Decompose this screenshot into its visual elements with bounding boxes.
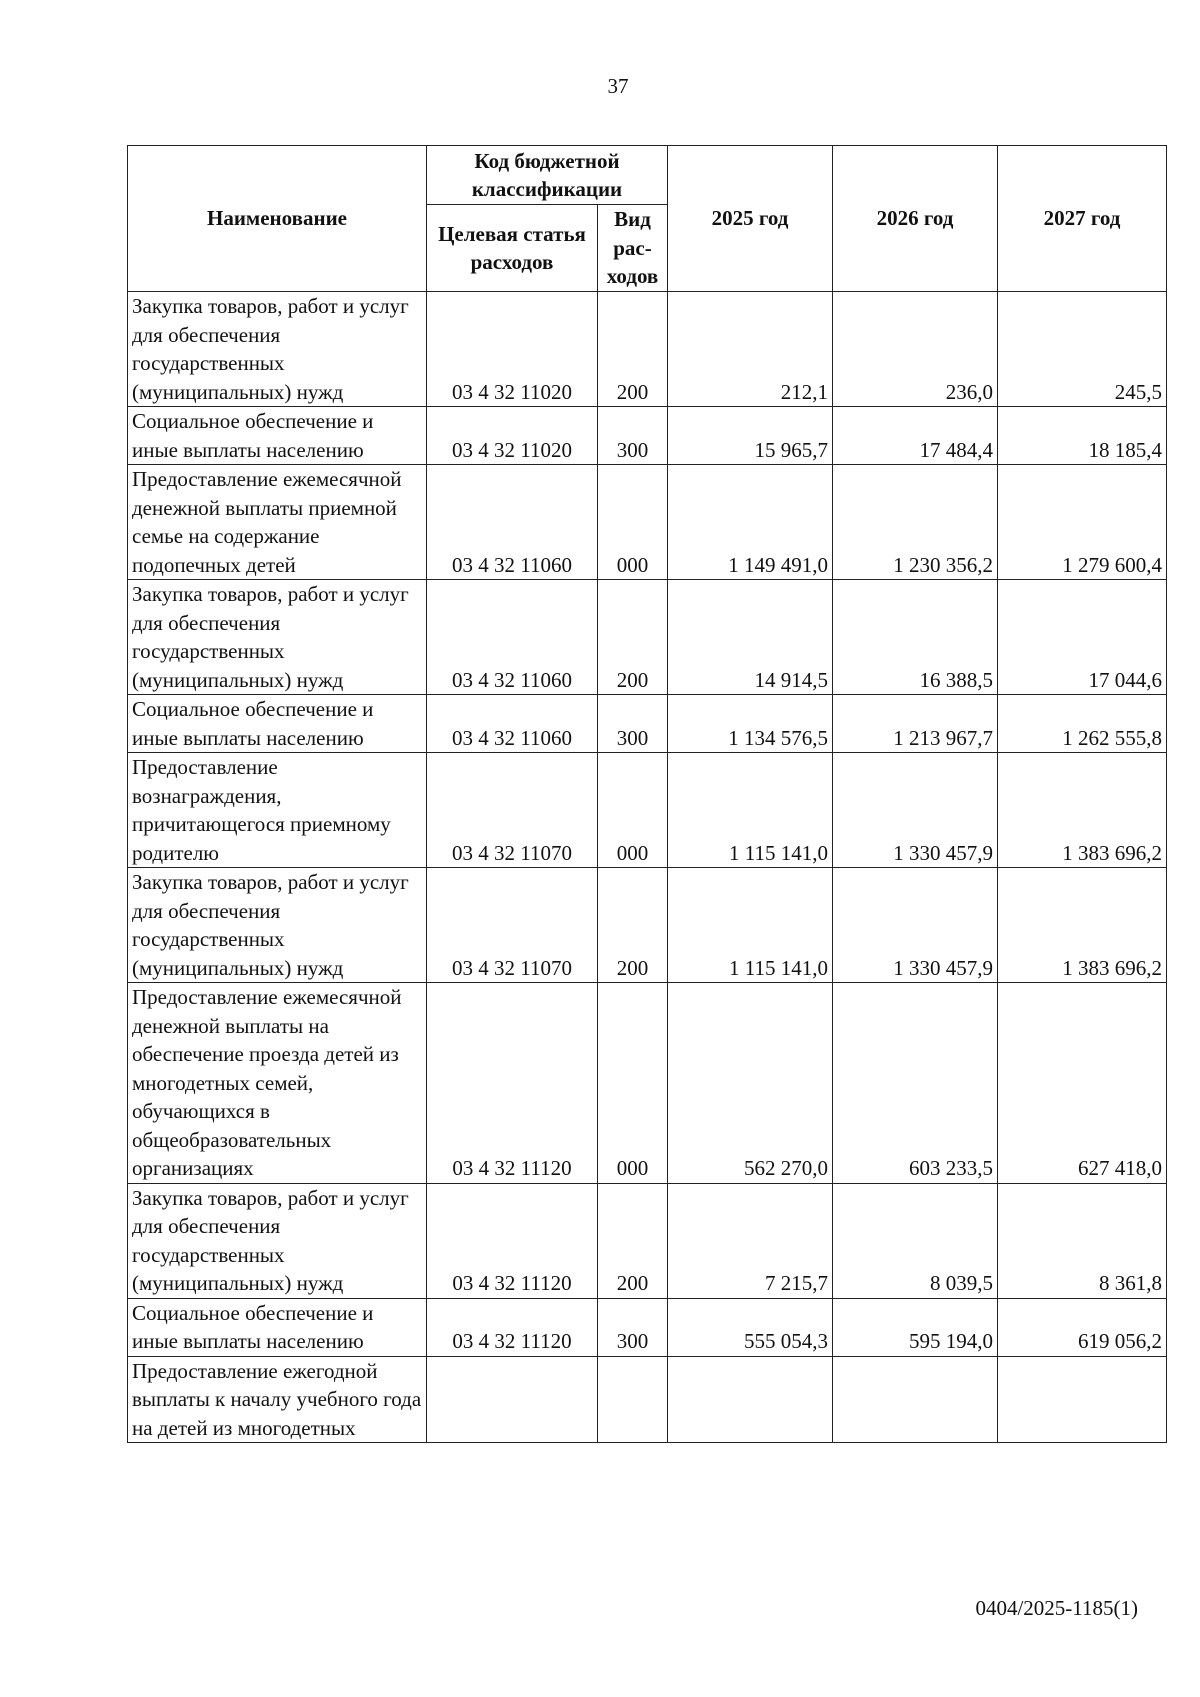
row-value-2027-cell: 627 418,0 xyxy=(998,983,1167,1184)
row-target-article-cell: 03 4 32 11020 xyxy=(427,292,598,407)
row-value-2026-cell: 236,0 xyxy=(833,292,998,407)
row-value-2027-cell: 1 262 555,8 xyxy=(998,695,1167,753)
table-row xyxy=(128,580,1167,695)
row-expense-type-cell: 200 xyxy=(598,580,668,695)
table-row xyxy=(128,868,1167,983)
header-name: Наименование xyxy=(128,146,427,292)
row-expense-type-cell: 000 xyxy=(598,753,668,868)
row-value-2025-cell: 1 115 141,0 xyxy=(668,868,833,983)
row-expense-type-cell: 300 xyxy=(598,407,668,465)
row-value-2025-cell: 14 914,5 xyxy=(668,580,833,695)
header-year-2026: 2026 год xyxy=(833,146,998,292)
row-target-article-cell: 03 4 32 11070 xyxy=(427,868,598,983)
row-value-2025-cell: 1 134 576,5 xyxy=(668,695,833,753)
row-target-article-cell: 03 4 32 11120 xyxy=(427,983,598,1184)
table-row xyxy=(128,1183,1167,1298)
table-row xyxy=(128,983,1167,1184)
budget-table xyxy=(127,145,1167,1443)
table-header xyxy=(128,146,1167,292)
row-expense-type-cell: 200 xyxy=(598,292,668,407)
row-value-2025-cell: 562 270,0 xyxy=(668,983,833,1184)
row-value-2026-cell: 8 039,5 xyxy=(833,1183,998,1298)
row-value-2026-cell: 1 230 356,2 xyxy=(833,465,998,580)
row-value-2027-cell: 8 361,8 xyxy=(998,1183,1167,1298)
row-name-cell: Закупка товаров, работ и услуг для обеспечения государственных (муниципальных) нужд xyxy=(128,580,427,695)
row-value-2025-cell: 212,1 xyxy=(668,292,833,407)
table-body xyxy=(128,292,1167,1443)
table-row xyxy=(128,753,1167,868)
row-target-article-cell: 03 4 32 11060 xyxy=(427,580,598,695)
row-expense-type-cell: 300 xyxy=(598,1298,668,1356)
row-target-article-cell: 03 4 32 11060 xyxy=(427,465,598,580)
row-value-2025-cell: 7 215,7 xyxy=(668,1183,833,1298)
row-value-2027-cell: 1 383 696,2 xyxy=(998,753,1167,868)
table-row xyxy=(128,695,1167,753)
page-number: 37 xyxy=(607,74,629,98)
row-name-cell: Предоставление ежегодной выплаты к началу учебного года на детей из многодетных xyxy=(128,1356,427,1443)
row-value-2025-cell xyxy=(668,1356,833,1443)
row-target-article-cell: 03 4 32 11120 xyxy=(427,1183,598,1298)
table-row xyxy=(128,1298,1167,1356)
row-value-2025-cell: 555 054,3 xyxy=(668,1298,833,1356)
row-value-2026-cell: 16 388,5 xyxy=(833,580,998,695)
row-expense-type-cell: 200 xyxy=(598,868,668,983)
table-row xyxy=(128,465,1167,580)
row-value-2027-cell: 1 383 696,2 xyxy=(998,868,1167,983)
row-value-2026-cell: 1 330 457,9 xyxy=(833,868,998,983)
row-name-cell: Предоставление вознаграждения, причитающегося приемному родителю xyxy=(128,753,427,868)
row-name-cell: Закупка товаров, работ и услуг для обеспечения государственных (муниципальных) нужд xyxy=(128,1183,427,1298)
row-expense-type-cell: 300 xyxy=(598,695,668,753)
row-value-2026-cell xyxy=(833,1356,998,1443)
header-expense-type: Вид рас-ходов xyxy=(598,205,668,292)
row-value-2027-cell: 619 056,2 xyxy=(998,1298,1167,1356)
row-target-article-cell xyxy=(427,1356,598,1443)
row-expense-type-cell: 000 xyxy=(598,465,668,580)
row-value-2027-cell: 18 185,4 xyxy=(998,407,1167,465)
header-code-group: Код бюджетной классификации xyxy=(427,146,668,205)
row-expense-type-cell: 200 xyxy=(598,1183,668,1298)
row-target-article-cell: 03 4 32 11070 xyxy=(427,753,598,868)
row-value-2027-cell xyxy=(998,1356,1167,1443)
row-value-2026-cell: 1 213 967,7 xyxy=(833,695,998,753)
header-year-2025: 2025 год xyxy=(668,146,833,292)
row-value-2025-cell: 1 149 491,0 xyxy=(668,465,833,580)
document-code: 0404/2025-1185(1) xyxy=(975,1596,1138,1620)
row-value-2027-cell: 1 279 600,4 xyxy=(998,465,1167,580)
row-name-cell: Закупка товаров, работ и услуг для обеспечения государственных (муниципальных) нужд xyxy=(128,868,427,983)
row-name-cell: Социальное обеспечение и иные выплаты населению xyxy=(128,695,427,753)
row-expense-type-cell xyxy=(598,1356,668,1443)
row-target-article-cell: 03 4 32 11060 xyxy=(427,695,598,753)
row-name-cell: Закупка товаров, работ и услуг для обеспечения государственных (муниципальных) нужд xyxy=(128,292,427,407)
row-expense-type-cell: 000 xyxy=(598,983,668,1184)
row-value-2027-cell: 245,5 xyxy=(998,292,1167,407)
table-row xyxy=(128,1356,1167,1443)
row-value-2025-cell: 15 965,7 xyxy=(668,407,833,465)
row-name-cell: Социальное обеспечение и иные выплаты населению xyxy=(128,1298,427,1356)
row-value-2026-cell: 603 233,5 xyxy=(833,983,998,1184)
row-value-2026-cell: 1 330 457,9 xyxy=(833,753,998,868)
row-target-article-cell: 03 4 32 11120 xyxy=(427,1298,598,1356)
row-value-2026-cell: 17 484,4 xyxy=(833,407,998,465)
row-value-2027-cell: 17 044,6 xyxy=(998,580,1167,695)
header-target-article: Целевая статья расходов xyxy=(427,205,598,292)
row-name-cell: Предоставление ежемесячной денежной выплаты на обеспечение проезда детей из многодетных семей, обучающихся в общеобразовательных организациях xyxy=(128,983,427,1184)
table-row xyxy=(128,407,1167,465)
table-row xyxy=(128,292,1167,407)
row-target-article-cell: 03 4 32 11020 xyxy=(427,407,598,465)
row-value-2025-cell: 1 115 141,0 xyxy=(668,753,833,868)
row-name-cell: Предоставление ежемесячной денежной выплаты приемной семье на содержание подопечных детей xyxy=(128,465,427,580)
header-year-2027: 2027 год xyxy=(998,146,1167,292)
row-name-cell: Социальное обеспечение и иные выплаты населению xyxy=(128,407,427,465)
row-value-2026-cell: 595 194,0 xyxy=(833,1298,998,1356)
